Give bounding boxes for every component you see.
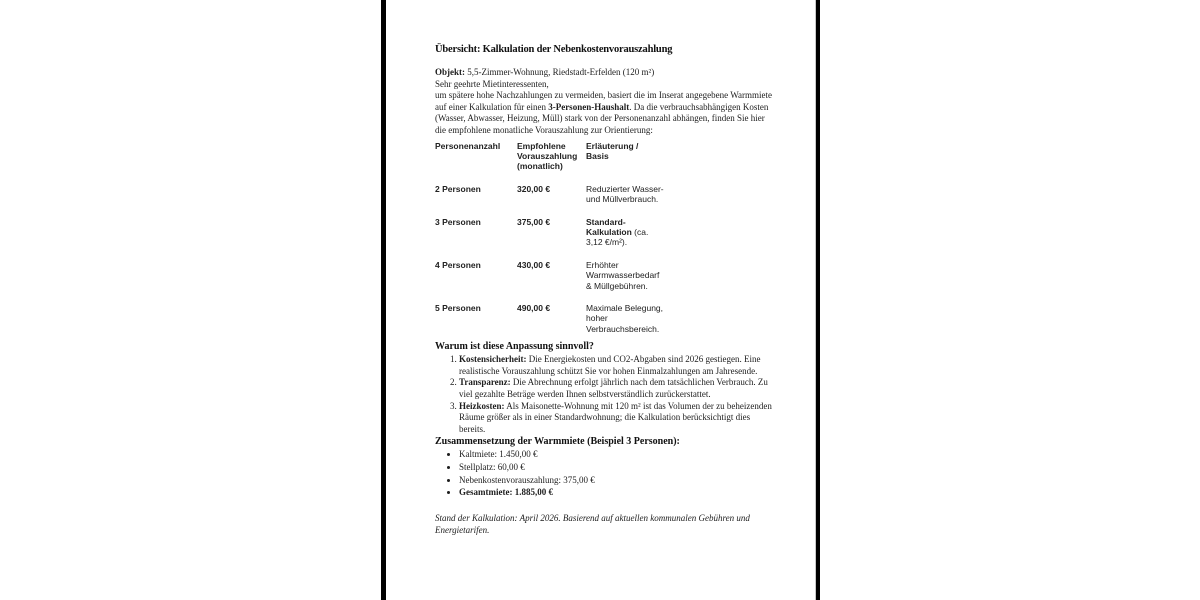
table-row-3p-note: Standard-Kalkulation (ca. 3,12 €/m²).: [586, 216, 649, 248]
table-row-5p-amount: 490,00 €: [517, 303, 551, 314]
why-item-kostensicherheit: 1. Kostensicherheit: Die Energiekosten und CO2-Abgaben sind 2026 gestiegen. Eine realistische Vorauszahlung schützt Sie vor hohen Einmalzahlungen am Jahresende.: [459, 354, 773, 377]
composition-item-nebenkosten: • Nebenkostenvorauszahlung: 375,00 €: [459, 475, 773, 487]
document-content: [435, 43, 773, 536]
table-row-3p-amount: 375,00 €: [517, 216, 551, 227]
table-row-4p-amount: 430,00 €: [517, 259, 551, 270]
composition-item-stellplatz: • Stellplatz: 60,00 €: [459, 462, 773, 474]
table-header-personenanzahl: Personenanzahl: [435, 140, 501, 151]
composition-item-gesamtmiete: • Gesamtmiete: 1.885,00 €: [459, 487, 773, 499]
table-header-vorauszahlung: Empfohlene Vorauszahlung (monatlich): [517, 140, 578, 172]
composition-item-kaltmiete: • Kaltmiete: 1.450,00 €: [459, 449, 773, 461]
composition-list: [435, 449, 773, 498]
table-row-5p-persons: 5 Personen: [435, 303, 481, 314]
calculation-date-footnote: Stand der Kalkulation: April 2026. Basierend auf aktuellen kommunalen Gebühren und Energietarifen.: [435, 512, 750, 535]
table-row-4p-note: Erhöhter Warmwasserbedarf & Müllgebühren.: [586, 259, 660, 291]
table-row-5p-note: Maximale Belegung, hoher Verbrauchsbereich.: [586, 303, 664, 334]
why-section-heading: Warum ist diese Anpassung sinnvoll?: [435, 341, 594, 353]
table-row-2p-persons: 2 Personen: [435, 183, 481, 194]
document-title: Übersicht: Kalkulation der Nebenkostenvorauszahlung: [435, 44, 673, 55]
table-row-3p-persons: 3 Personen: [435, 216, 481, 227]
table-header-erlaeuterung: [586, 141, 767, 172]
table-row-4p-persons: 4 Personen: [435, 259, 481, 270]
table-header-erlaeuterung-text: Erläuterung / Basis: [586, 140, 639, 161]
why-list: [435, 354, 773, 435]
table-row-2p-note: Reduzierter Wasser- und Müllverbrauch.: [586, 183, 664, 205]
page-right-border: [816, 0, 820, 600]
composition-section-heading: Zusammensetzung der Warmmiete (Beispiel 3 Personen):: [435, 436, 680, 448]
table-row-2p-amount: 320,00 €: [517, 183, 551, 194]
why-item-heizkosten: 3. Heizkosten: Als Maisonette-Wohnung mit 120 m² ist das Volumen der zu beheizenden Räume größer als in einer Standardwohnung; die Kalkulation berücksichtigt dies bereits.: [459, 401, 773, 436]
intro-paragraph: Objekt: 5,5-Zimmer-Wohnung, Riedstadt-Erfelden (120 m²) Sehr geehrte Mietinteressenten, um spätere hohe Nachzahlungen zu vermeiden, basiert die im Inserat angegebene Warmmiete auf einer Kalkulation für einen 3-Personen-Haushalt. Da die verbrauchsabhängigen Kosten (Wasser, Abwasser, Heizung, Müll) stark von der Personenanzahl abhängen, finden Sie hier die empfohlene monatliche Vorauszahlung zur Orientierung:: [435, 67, 772, 135]
document-page: [386, 0, 816, 600]
why-item-transparenz: 2. Transparenz: Die Abrechnung erfolgt jährlich nach dem tatsächlichen Verbrauch. Zu viel gezahlte Beträge werden Ihnen selbstverständlich zurückerstattet.: [459, 377, 773, 400]
cost-table: [435, 141, 773, 335]
